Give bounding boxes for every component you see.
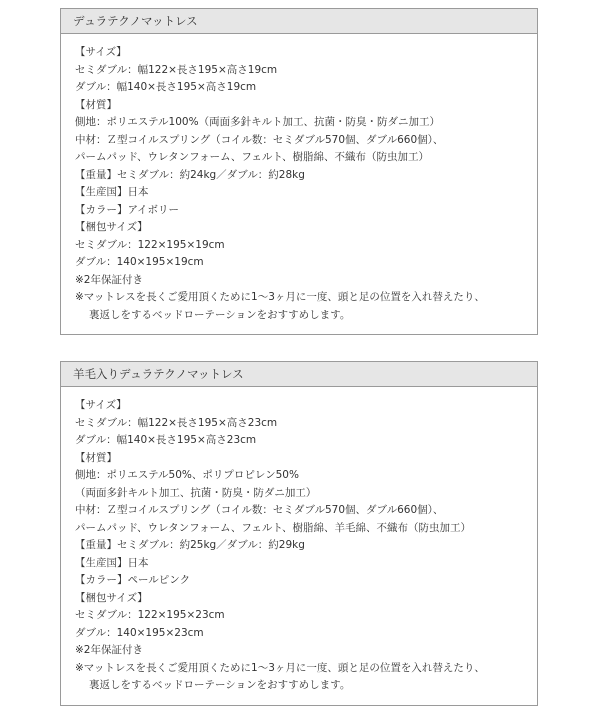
spec-line: 【材質】: [75, 98, 117, 111]
spec-line: 【生産国】日本: [75, 556, 149, 569]
spec-line: 裏返しをするベッドローテーションをおすすめします。: [89, 679, 351, 691]
panel-title: 羊毛入りデュラテクノマットレス: [61, 362, 537, 387]
spec-line: ダブル：140×195×23cm: [75, 626, 204, 639]
panel-title: デュラテクノマットレス: [61, 9, 537, 34]
spec-line: ダブル：幅140×長さ195×高さ19cm: [75, 81, 257, 93]
spec-line: 【梱包サイズ】: [75, 591, 148, 604]
spec-line: 中材：Ｚ型コイルスプリング（コイル数：セミダブル570個、ダブル660個）、: [75, 133, 444, 146]
spec-line: 側地：ポリエステル100%（両面多針キルト加工、抗菌・防臭・防ダニ加工）: [75, 116, 440, 128]
spec-line: 側地：ポリエステル50%、ポリプロピレン50%: [75, 469, 299, 481]
spec-line: 【カラー】ペールピンク: [75, 574, 191, 586]
spec-line: ダブル：140×195×19cm: [75, 256, 204, 268]
spec-panel-wool-durattechno: [60, 361, 538, 706]
spec-line: セミダブル：122×195×23cm: [75, 609, 225, 621]
spec-line: 【サイズ】: [75, 399, 127, 411]
spec-line: ※マットレスを長くご愛用頂くために1〜3ヶ月に一度、頭と足の位置を入れ替えたり、: [75, 661, 485, 674]
spec-line: 【サイズ】: [75, 46, 127, 58]
spec-line: 【カラー】アイボリー: [75, 203, 180, 216]
spec-list: [61, 387, 537, 695]
spec-line: セミダブル：幅122×長さ195×高さ19cm: [75, 63, 278, 76]
spec-line: パームパッド、ウレタンフォーム、フェルト、樹脂綿、羊毛綿、不織布（防虫加工）: [75, 521, 471, 534]
spec-line: 裏返しをするベッドローテーションをおすすめします。: [89, 308, 351, 321]
spec-line: セミダブル：122×195×19cm: [75, 238, 225, 251]
spec-line: 【重量】セミダブル：約25kg／ダブル：約29kg: [75, 539, 305, 551]
spec-line: パームパッド、ウレタンフォーム、フェルト、樹脂綿、不織布（防虫加工）: [75, 151, 429, 163]
spec-list: [61, 34, 537, 324]
spec-line: セミダブル：幅122×長さ195×高さ23cm: [75, 416, 278, 429]
spec-line: 【生産国】日本: [75, 186, 149, 198]
spec-line: 【梱包サイズ】: [75, 221, 148, 233]
spec-line: ※マットレスを長くご愛用頂くために1〜3ヶ月に一度、頭と足の位置を入れ替えたり、: [75, 291, 485, 303]
spec-line: 【重量】セミダブル：約24kg／ダブル：約28kg: [75, 168, 305, 181]
spec-line: 【材質】: [75, 451, 117, 464]
spec-line: ※2年保証付き: [75, 644, 143, 656]
spec-line: ダブル：幅140×長さ195×高さ23cm: [75, 434, 257, 446]
spec-panel-durattechno: [60, 8, 538, 335]
spec-line: 中材：Ｚ型コイルスプリング（コイル数：セミダブル570個、ダブル660個）、: [75, 504, 444, 516]
spec-line: （両面多針キルト加工、抗菌・防臭・防ダニ加工）: [75, 486, 317, 499]
spec-line: ※2年保証付き: [75, 273, 143, 286]
